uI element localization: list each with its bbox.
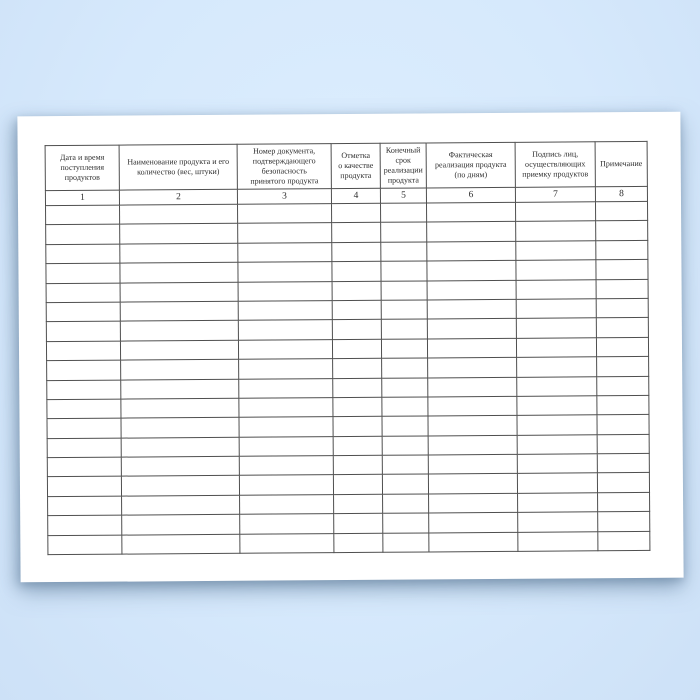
empty-cell xyxy=(238,281,332,301)
table-header-row xyxy=(45,141,647,190)
empty-cell xyxy=(427,319,516,339)
empty-cell xyxy=(334,533,383,553)
empty-cell xyxy=(46,244,120,264)
empty-cell xyxy=(47,399,121,419)
column-header-signature: Подпись лиц, осуществляющих приемку продуктов xyxy=(515,142,595,188)
empty-cell xyxy=(381,242,427,262)
empty-cell xyxy=(428,454,517,474)
empty-cell xyxy=(597,453,649,473)
empty-cell xyxy=(121,476,239,496)
empty-cell xyxy=(332,261,381,281)
empty-cell xyxy=(121,418,239,438)
empty-cell xyxy=(427,338,516,358)
empty-cell xyxy=(596,318,648,338)
empty-cell xyxy=(238,223,332,243)
empty-cell xyxy=(239,359,333,379)
empty-cell xyxy=(516,221,596,241)
empty-cell xyxy=(381,339,427,359)
empty-cell xyxy=(596,337,648,357)
empty-cell xyxy=(595,201,647,221)
empty-cell xyxy=(332,320,381,340)
empty-cell xyxy=(47,438,121,458)
empty-cell xyxy=(382,416,428,436)
column-header-final-term: Конечный срок реализации продукта xyxy=(380,143,426,188)
empty-cell xyxy=(239,398,333,418)
empty-cell xyxy=(426,202,515,222)
empty-cell xyxy=(120,243,238,263)
empty-cell xyxy=(121,398,239,418)
column-number: 3 xyxy=(237,189,331,205)
empty-cell xyxy=(240,494,334,514)
empty-cell xyxy=(240,533,334,553)
empty-cell xyxy=(47,457,121,477)
empty-cell xyxy=(515,202,595,222)
column-number: 8 xyxy=(595,186,647,201)
column-number: 6 xyxy=(426,187,515,203)
empty-cell xyxy=(47,380,121,400)
empty-cell xyxy=(382,474,428,494)
empty-cell xyxy=(46,321,120,341)
empty-cell xyxy=(239,417,333,437)
empty-cell xyxy=(47,360,121,380)
empty-cell xyxy=(428,377,517,397)
empty-cell xyxy=(383,494,429,514)
empty-cell xyxy=(333,417,382,437)
empty-cell xyxy=(121,379,239,399)
empty-cell xyxy=(517,357,597,377)
empty-cell xyxy=(518,531,598,551)
empty-cell xyxy=(120,224,238,244)
empty-cell xyxy=(47,477,121,497)
empty-cell xyxy=(382,455,428,475)
empty-cell xyxy=(334,514,383,534)
empty-cell xyxy=(517,376,597,396)
empty-rows-section xyxy=(46,201,650,554)
table-row xyxy=(48,531,650,555)
empty-cell xyxy=(516,241,596,261)
empty-cell xyxy=(429,532,518,552)
empty-cell xyxy=(46,283,120,303)
empty-cell xyxy=(332,339,381,359)
empty-cell xyxy=(517,454,597,474)
empty-cell xyxy=(598,492,650,512)
empty-cell xyxy=(596,298,648,318)
empty-cell xyxy=(517,396,597,416)
empty-cell xyxy=(596,260,648,280)
empty-cell xyxy=(427,222,516,242)
empty-cell xyxy=(122,534,240,554)
empty-cell xyxy=(332,300,381,320)
empty-cell xyxy=(48,496,122,516)
empty-cell xyxy=(517,415,597,435)
empty-cell xyxy=(597,434,649,454)
empty-cell xyxy=(239,378,333,398)
empty-cell xyxy=(597,415,649,435)
empty-cell xyxy=(121,437,239,457)
empty-cell xyxy=(332,223,381,243)
column-header-product-name: Наименование продукта и его количество (вес, штуки) xyxy=(119,144,237,190)
empty-cell xyxy=(122,515,240,535)
empty-cell xyxy=(381,281,427,301)
empty-cell xyxy=(427,280,516,300)
empty-cell xyxy=(46,224,120,244)
empty-cell xyxy=(334,494,383,514)
empty-cell xyxy=(382,436,428,456)
empty-cell xyxy=(120,282,238,302)
empty-cell xyxy=(428,435,517,455)
empty-cell xyxy=(516,318,596,338)
empty-cell xyxy=(333,436,382,456)
empty-cell xyxy=(427,299,516,319)
empty-cell xyxy=(516,338,596,358)
empty-cell xyxy=(597,357,649,377)
journal-table xyxy=(45,141,651,555)
empty-cell xyxy=(598,512,650,532)
column-header-date-time: Дата и время поступления продуктов xyxy=(45,145,119,191)
empty-cell xyxy=(120,262,238,282)
empty-cell xyxy=(46,341,120,361)
empty-cell xyxy=(240,514,334,534)
empty-cell xyxy=(428,357,517,377)
empty-cell xyxy=(238,262,332,282)
empty-cell xyxy=(333,475,382,495)
empty-cell xyxy=(516,260,596,280)
empty-cell xyxy=(427,261,516,281)
empty-cell xyxy=(381,222,427,242)
empty-cell xyxy=(238,204,332,224)
empty-cell xyxy=(46,263,120,283)
empty-cell xyxy=(382,377,428,397)
empty-cell xyxy=(429,493,518,513)
empty-cell xyxy=(120,204,238,224)
document-sheet xyxy=(17,112,683,583)
empty-cell xyxy=(596,221,648,241)
empty-cell xyxy=(120,340,238,360)
empty-cell xyxy=(48,535,122,555)
empty-cell xyxy=(596,279,648,299)
empty-cell xyxy=(239,456,333,476)
empty-cell xyxy=(597,395,649,415)
empty-cell xyxy=(332,281,381,301)
empty-cell xyxy=(121,359,239,379)
empty-cell xyxy=(380,203,426,223)
empty-cell xyxy=(238,242,332,262)
empty-cell xyxy=(382,358,428,378)
column-header-document-number: Номер документа, подтверждающего безопасность принятого продукта xyxy=(237,144,331,190)
empty-cell xyxy=(517,473,597,493)
empty-cell xyxy=(518,512,598,532)
empty-cell xyxy=(428,416,517,436)
empty-cell xyxy=(598,531,650,551)
empty-cell xyxy=(120,301,238,321)
empty-cell xyxy=(597,473,649,493)
empty-cell xyxy=(428,474,517,494)
column-header-quality-mark: Отметка о качестве продукта xyxy=(331,143,380,188)
empty-cell xyxy=(239,475,333,495)
empty-cell xyxy=(518,493,598,513)
empty-cell xyxy=(121,456,239,476)
empty-cell xyxy=(120,321,238,341)
empty-cell xyxy=(381,300,427,320)
empty-cell xyxy=(382,397,428,417)
empty-cell xyxy=(331,203,380,223)
empty-cell xyxy=(238,320,332,340)
empty-cell xyxy=(333,378,382,398)
empty-cell xyxy=(427,241,516,261)
empty-cell xyxy=(381,319,427,339)
empty-cell xyxy=(48,515,122,535)
empty-cell xyxy=(383,533,429,553)
empty-cell xyxy=(238,301,332,321)
empty-cell xyxy=(238,339,332,359)
empty-cell xyxy=(429,513,518,533)
empty-cell xyxy=(46,205,120,225)
empty-cell xyxy=(428,396,517,416)
empty-cell xyxy=(597,376,649,396)
empty-cell xyxy=(333,397,382,417)
empty-cell xyxy=(596,240,648,260)
column-number: 5 xyxy=(380,188,426,203)
empty-cell xyxy=(517,434,597,454)
empty-cell xyxy=(333,358,382,378)
empty-cell xyxy=(332,242,381,262)
empty-cell xyxy=(46,302,120,322)
empty-cell xyxy=(47,418,121,438)
empty-cell xyxy=(516,279,596,299)
empty-cell xyxy=(381,261,427,281)
column-number: 1 xyxy=(45,190,119,206)
column-number: 7 xyxy=(515,187,595,203)
column-number: 4 xyxy=(331,188,380,203)
empty-cell xyxy=(383,513,429,533)
empty-cell xyxy=(333,455,382,475)
column-number: 2 xyxy=(119,189,237,205)
column-header-note: Примечание xyxy=(595,141,647,186)
empty-cell xyxy=(239,436,333,456)
column-header-actual-sale: Фактическая реализация продукта (по дням) xyxy=(426,142,515,188)
empty-cell xyxy=(516,299,596,319)
empty-cell xyxy=(122,495,240,515)
